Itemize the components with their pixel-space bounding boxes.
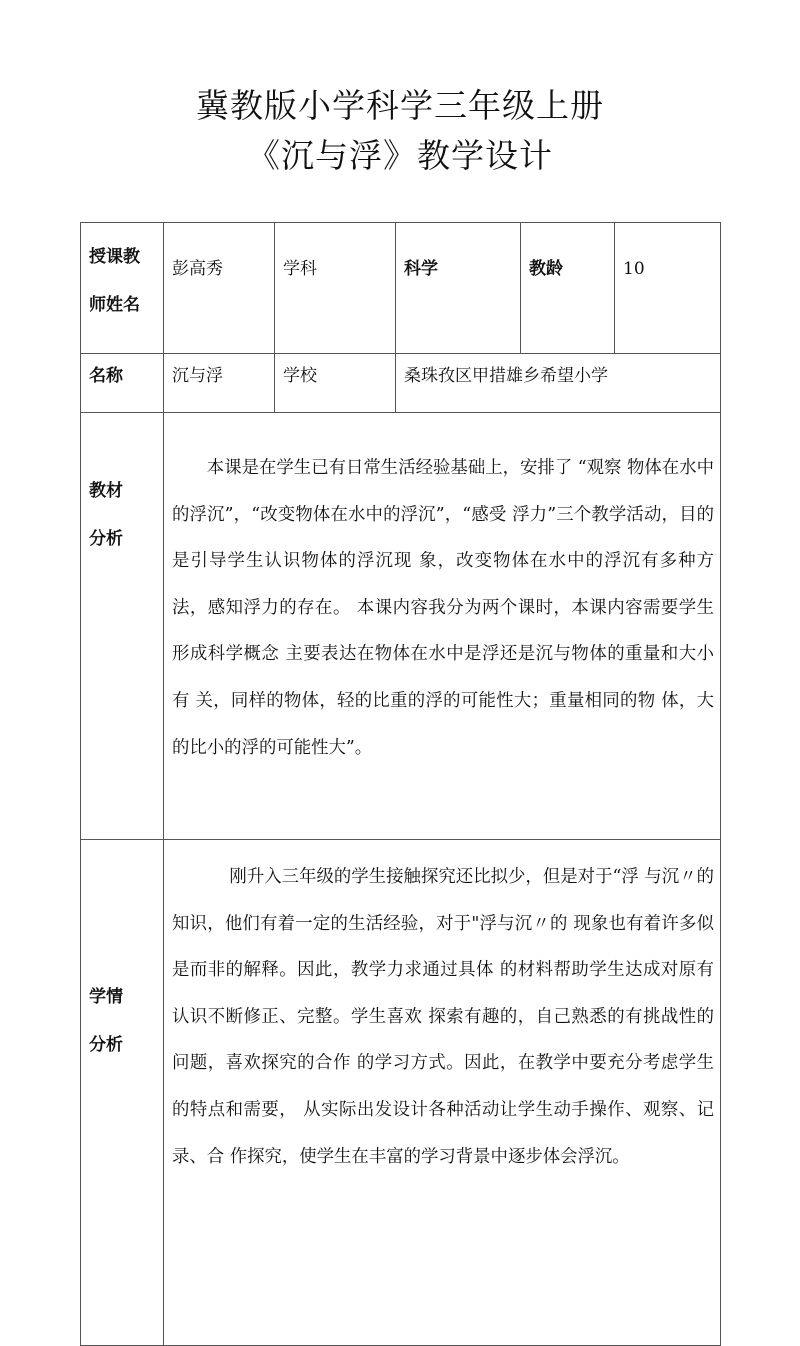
table-row	[81, 354, 721, 413]
lesson-name-value: 沉与浮	[164, 354, 275, 413]
subject-label: 学科	[275, 223, 396, 354]
subject-value: 科学	[396, 223, 521, 354]
student-analysis-text: 刚升入三年级的学生接触探究还比拟少，但是对于“浮 与沉〃的知识，他们有着一定的生活经验，对于"浮与沉〃的 现象也有着许多似是而非的解释。因此，教学力求通过具体 的材料帮助学生达成对原有认识不断修正、完整。学生喜欢 探索有趣的，自己熟悉的有挑战性的问题，喜欢探究的合作 的学习方式。因此，在教学中要充分考虑学生的特点和需要， 从实际出发设计各种活动让学生动手操作、观察、记录、合 作探究，使学生在丰富的学习背景中逐步体会浮沉。	[164, 840, 721, 1346]
document-title: 冀教版小学科学三年级上册	[196, 86, 604, 125]
table-row	[81, 840, 721, 1346]
textbook-analysis-label: 教材 分析	[81, 413, 164, 840]
student-analysis-label: 学情 分析	[81, 840, 164, 1346]
lesson-info-table	[80, 222, 721, 1346]
teacher-name-label: 授课教 师姓名	[81, 223, 164, 354]
school-value: 桑珠孜区甲措雄乡希望小学	[396, 354, 721, 413]
lesson-name-label: 名称	[81, 354, 164, 413]
teacher-name-value: 彭高秀	[164, 223, 275, 354]
textbook-analysis-text: 本课是在学生已有日常生活经验基础上，安排了 “观察 物体在水中的浮沉”，“改变物体在水中的浮沉”，“感受 浮力”三个教学活动，目的是引导学生认识物体的浮沉现 象，改变物体在水中的浮沉有多种方法，感知浮力的存在。 本课内容我分为两个课时，本课内容需要学生形成科学概念 主要表达在物体在水中是浮还是沉与物体的重量和大小有 关，同样的物体，轻的比重的浮的可能性大；重量相同的物 体，大的比小的浮的可能性大”。	[164, 413, 721, 840]
teaching-years-label: 教龄	[521, 223, 615, 354]
teaching-years-value: 10	[615, 223, 721, 354]
school-label: 学校	[275, 354, 396, 413]
table-row	[81, 223, 721, 354]
document-subtitle: 《沉与浮》教学设计	[247, 136, 553, 175]
table-row	[81, 413, 721, 840]
